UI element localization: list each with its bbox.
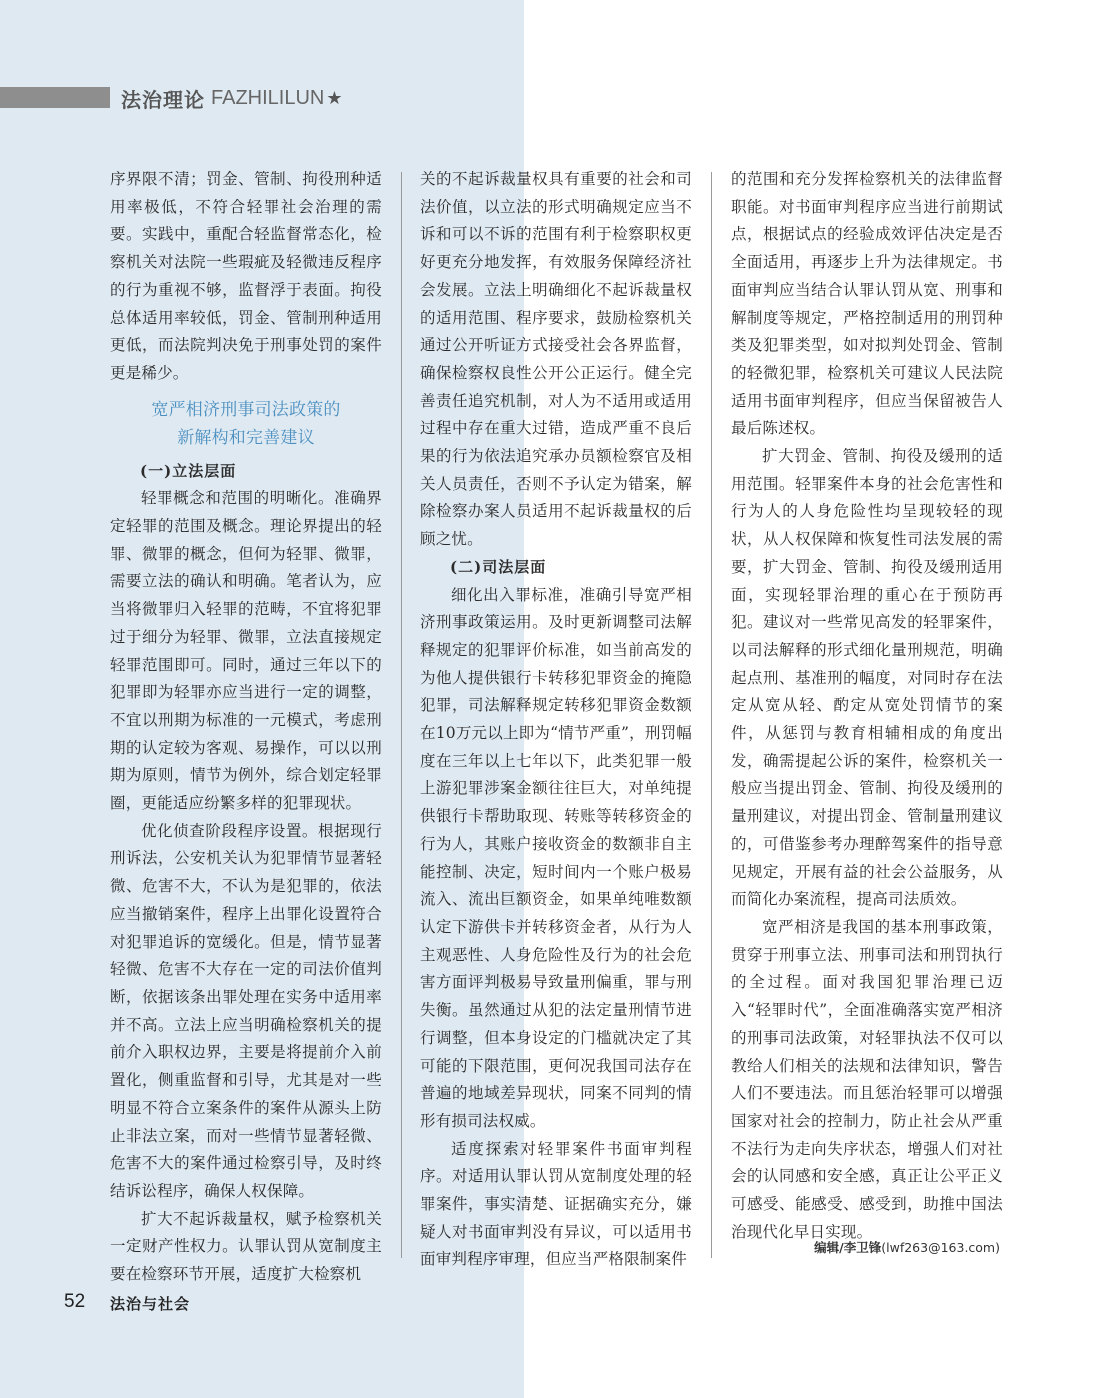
magazine-name: 法治与社会 — [110, 1295, 191, 1313]
column-divider — [711, 172, 712, 1258]
column-divider — [401, 172, 402, 1258]
section-title-en: FAZHILILUN — [211, 86, 325, 109]
star-icon: ★ — [326, 87, 343, 109]
paragraph: 适度探索对轻罪案件书面审判程序。对适用认罪认罚从宽制度处理的轻罪案件，事实清楚、证据确实充分，嫌疑人对书面审判没有异议，可以适用书面审判程序审理，但应当严格限制案件 — [420, 1139, 692, 1269]
section-heading — [110, 396, 382, 452]
paragraph: 轻罪概念和范围的明晰化。准确界定轻罪的范围及概念。理论界提出的轻罪、微罪的概念，但何为轻罪、微罪，需要立法的确认和明确。笔者认为，应当将微罪归入轻罪的范畴，不宜将犯罪过于细分为轻罪、微罪，立法直接规定轻罪范围即可。同时，通过三年以下的犯罪即为轻罪亦应当进行一定的调整，不宜以刑期为标准的一元模式，考虑刑期的认定较为客观、易操作，可以以刑期为原则，情节为例外，综合划定轻罪圈，更能适应纷繁多样的犯罪现状。 — [110, 489, 382, 813]
header-bar — [0, 87, 110, 108]
paragraph: 细化出入罪标准，准确引导宽严相济刑事政策运用。及时更新调整司法解释规定的犯罪评价标准，如当前高发的为他人提供银行卡转移犯罪资金的掩隐犯罪，司法解释规定转移犯罪资金数额在10万元以上即为“情节严重”，刑罚幅度在三年以上七年以下，此类犯罪一般上游犯罪涉案金额往往巨大，对单纯提供银行卡帮助取现、转账等转移资金的行为人，其账户接收资金的数额非自主能控制、决定，短时间内一个账户极易流入、流出巨额资金，如果单纯唯数额认定下游供卡并转移资金者，从行为人主观恶性、人身危险性及行为的社会危害方面评判极易导致量刑偏重，罪与刑失衡。虽然通过从犯的法定量刑情节进行调整，但本身设定的门槛就决定了其可能的下限范围，更何况我国司法存在普遍的地域差异现状，同案不同判的情形有损司法权威。 — [420, 585, 692, 1130]
editor-name: 编辑/李卫锋 — [814, 1240, 882, 1255]
paragraph: 优化侦查阶段程序设置。根据现行刑诉法，公安机关认为犯罪情节显著轻微、危害不大，不认为是犯罪的，依法应当撤销案件，程序上出罪化设置符合对犯罪追诉的宽缓化。但是，情节显著轻微、危害不大存在一定的司法价值判断，依据该条出罪处理在实务中适用率并不高。立法上应当明确检察机关的提前介入职权边界，主要是将提前介入前置化，侧重监督和引导，尤其是对一些明显不符合立案条件的案件从源头上防止非法立案，而对一些情节显著轻微、危害不大的案件通过检察引导，及时终结诉讼程序，确保人权保障。 — [110, 821, 382, 1200]
paragraph: 扩大不起诉裁量权，赋予检察机关一定财产性权力。认罪认罚从宽制度主要在检察环节开展，适度扩大检察机 — [110, 1209, 382, 1284]
page-number: 52 — [64, 1291, 86, 1312]
section-title-cn: 法治理论 — [121, 87, 205, 112]
paragraph: 序界限不清；罚金、管制、拘役刑种适用率极低，不符合轻罪社会治理的需要。实践中，重配合轻监督常态化，检察机关对法院一些瑕疵及轻微违反程序的行为重视不够，监督浮于表面。拘役总体适用率较低，罚金、管制刑种适用更低，而法院判决免于刑事处罚的案件更是稀少。 — [110, 170, 382, 382]
section-heading-line: 新解构和完善建议 — [177, 427, 315, 448]
sub-heading: (二)司法层面 — [450, 557, 547, 576]
paragraph: 的范围和充分发挥检察机关的法律监督职能。对书面审判程序应当进行前期试点，根据试点的经验成效评估决定是否全面适用，再逐步上升为法律规定。书面审判应当结合认罪认罚从宽、刑事和解制度等规定，严格控制适用的刑罚种类及犯罪类型，如对拟判处罚金、管制的轻微犯罪，检察机关可建议人民法院适用书面审判程序，但应当保留被告人最后陈述权。 — [731, 170, 1003, 438]
paragraph: 关的不起诉裁量权具有重要的社会和司法价值，以立法的形式明确规定应当不诉和可以不诉的范围有利于检察职权更好更充分地发挥，有效服务保障经济社会发展。立法上明确细化不起诉裁量权的适用范围、程序要求，鼓励检察机关通过公开听证方式接受社会各界监督，确保检察权良性公开公正运行。健全完善责任追究机制，对人为不适用或适用过程中存在重大过错，造成严重不良后果的行为依法追究承办员额检察官及相关人员责任，否则不予认定为错案，解除检察办案人员适用不起诉裁量权的后顾之忧。 — [420, 170, 692, 549]
editor-credit — [760, 1238, 1000, 1256]
section-header — [121, 84, 343, 112]
article-column-3 — [731, 166, 1003, 1266]
paragraph: 宽严相济是我国的基本刑事政策，贯穿于刑事立法、刑事司法和刑罚执行的全过程。面对我国犯罪治理已迈入“轻罪时代”，全面准确落实宽严相济的刑事司法政策，对轻罪执法不仅可以教给人们相关的法规和法律知识，警告人们不要违法。而且惩治轻罪可以增强国家对社会的控制力，防止社会从严重不法行为走向失序状态，增强人们对社会的认同感和安全感，真正让公平正义可感受、能感受、感受到，助推中国法治现代化早日实现。 — [731, 917, 1003, 1241]
paragraph: 扩大罚金、管制、拘役及缓刑的适用范围。轻罪案件本身的社会危害性和行为人的人身危险性均呈现较轻的现状，从人权保障和恢复性司法发展的需要，扩大罚金、管制、拘役及缓刑适用面，实现轻罪治理的重心在于预防再犯。建议对一些常见高发的轻罪案件，以司法解释的形式细化量刑规范，明确起点刑、基准刑的幅度，对同时存在法定从宽从轻、酌定从宽处罚情节的案件，从惩罚与教育相辅相成的角度出发，确需提起公诉的案件，检察机关一般应当提出罚金、管制、拘役及缓刑的量刑建议，对提出罚金、管制量刑建议的，可借鉴参考办理醉驾案件的指导意见规定，开展有益的社会公益服务，从而简化办案流程，提高司法质效。 — [731, 447, 1003, 909]
sub-heading: (一)立法层面 — [140, 461, 237, 480]
section-heading-line: 宽严相济刑事司法政策的 — [151, 399, 341, 420]
article-column-2 — [420, 166, 692, 1269]
editor-email: (lwf263@163.com) — [881, 1240, 1000, 1255]
article-column-1 — [110, 166, 382, 1284]
